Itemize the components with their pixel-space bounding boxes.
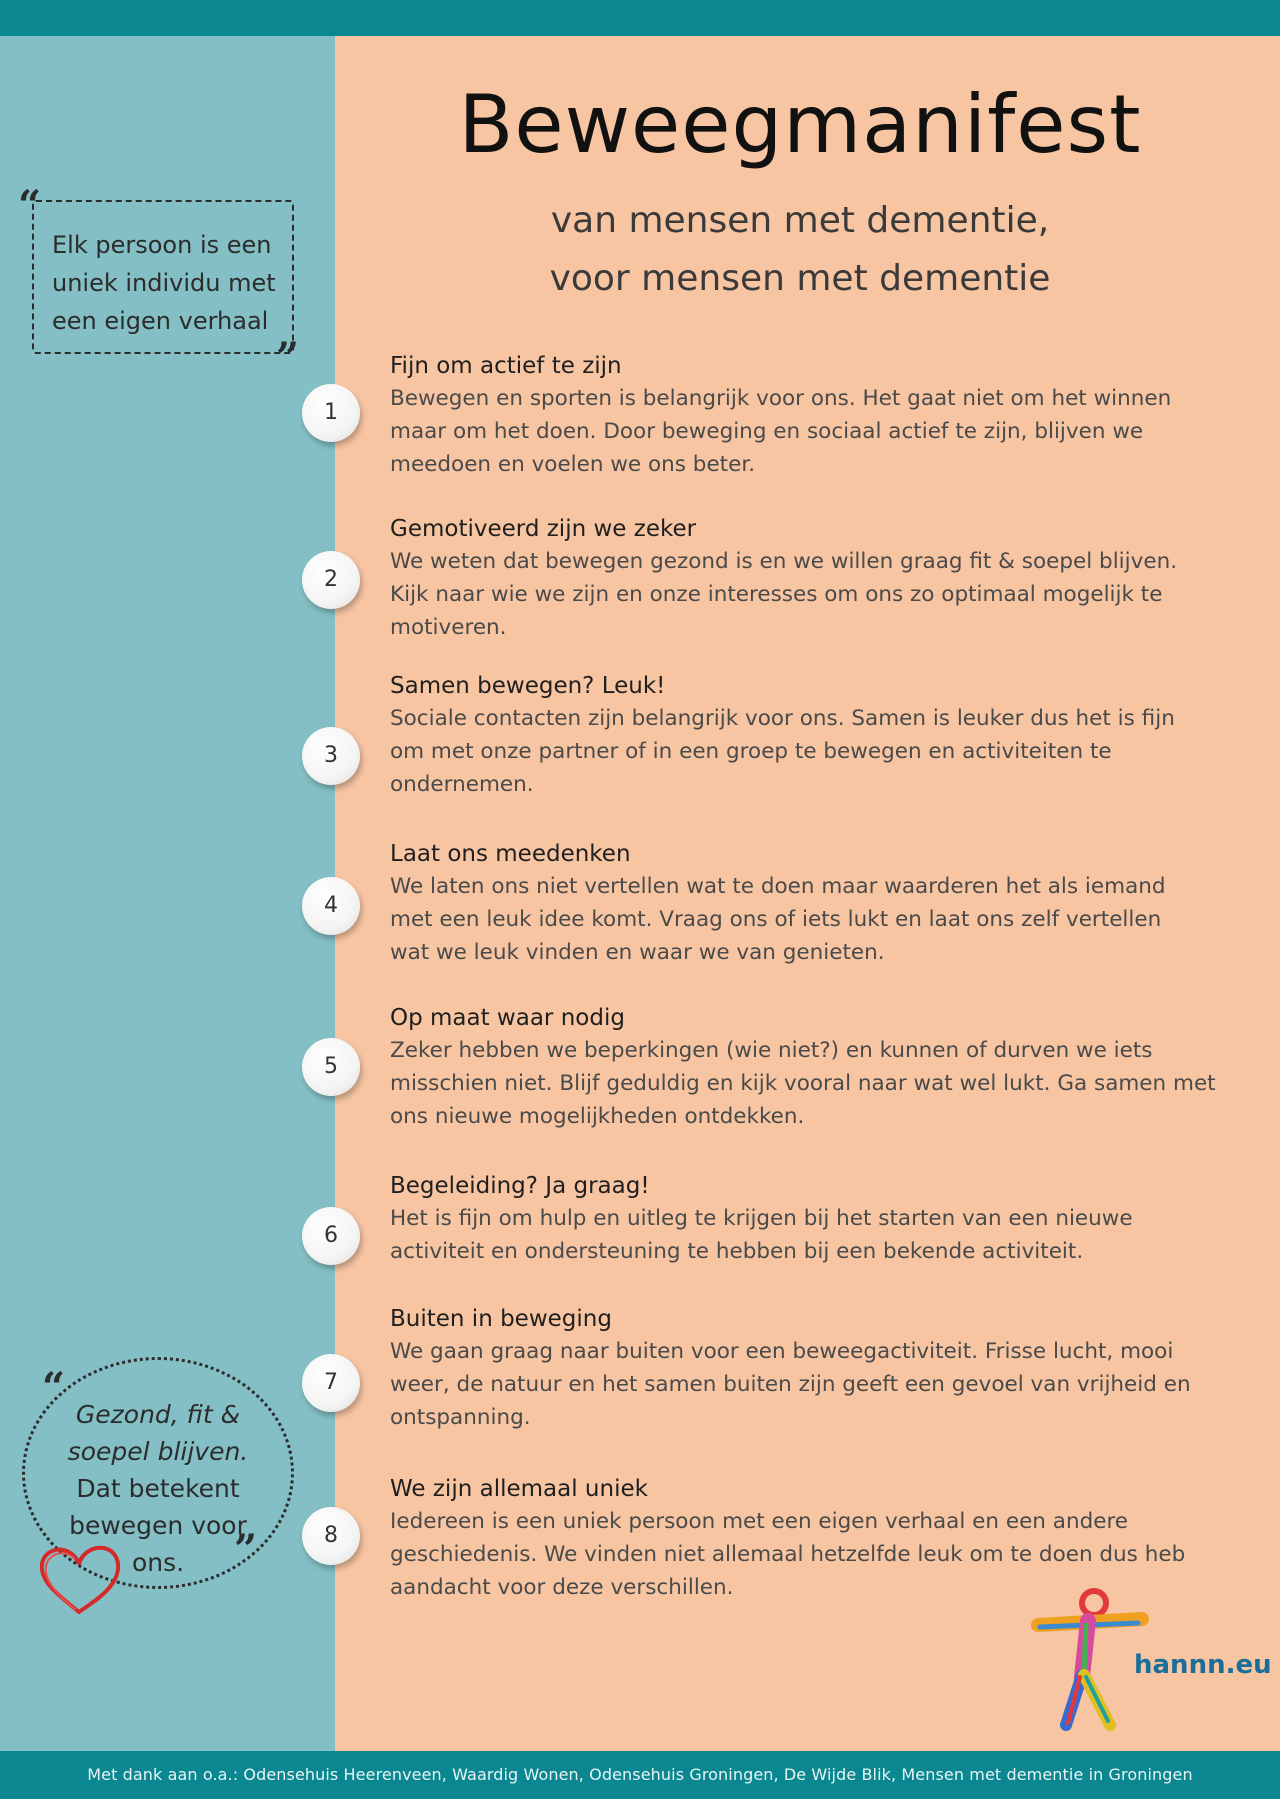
open-quote-icon: “ — [18, 182, 42, 229]
item-heading: Fijn om actief te zijn — [390, 353, 622, 379]
page-subtitle — [440, 192, 1160, 308]
item-body — [390, 870, 1250, 969]
item-body — [390, 1202, 1250, 1268]
number-badge: 2 — [302, 551, 360, 609]
logo-text: hannn.eu — [1134, 1650, 1272, 1680]
item-body-line: wat we leuk vinden en waar we van genieten. — [390, 940, 885, 965]
item-body-line: ons nieuwe mogelijkheden ontdekken. — [390, 1104, 805, 1129]
manifesto-item — [324, 1002, 1250, 1133]
colorful-person-icon — [1030, 1585, 1150, 1735]
subtitle-line-2: voor mensen met dementie — [549, 258, 1051, 299]
top-bar — [0, 0, 1280, 36]
item-body-line: We weten dat bewegen gezond is en we willen graag fit & soepel blijven. — [390, 549, 1178, 574]
manifesto-item — [324, 1303, 1250, 1434]
item-body — [390, 382, 1250, 481]
item-body-line: Kijk naar wie we zijn en onze interesses om ons zo optimaal mogelijk te — [390, 582, 1163, 607]
quote-top-line-2: uniek individu met — [52, 269, 276, 297]
item-heading: We zijn allemaal uniek — [390, 1476, 648, 1502]
item-body-line: maar om het doen. Door beweging en sociaal actief te zijn, blijven we — [390, 419, 1144, 444]
quote-bottom-line-5: ons. — [131, 1548, 185, 1577]
item-body-line: om met onze partner of in een groep te bewegen en activiteiten te — [390, 739, 1112, 764]
manifesto-item — [324, 1170, 1250, 1268]
item-body — [390, 702, 1250, 801]
page-title: Beweegmanifest — [458, 78, 1142, 171]
number-badge: 8 — [302, 1507, 360, 1565]
item-body-line: Bewegen en sporten is belangrijk voor ons. Het gaat niet om het winnen — [390, 386, 1172, 411]
manifesto-item — [324, 513, 1250, 644]
quote-top-text — [52, 226, 282, 340]
item-heading: Op maat waar nodig — [390, 1005, 625, 1031]
subtitle-line-1: van mensen met dementie, — [550, 200, 1050, 241]
quote-bottom-line-3: Dat betekent — [76, 1474, 240, 1503]
manifesto-item — [324, 838, 1250, 969]
quote-bottom-line-1: Gezond, fit & — [75, 1400, 241, 1429]
number-badge: 3 — [302, 727, 360, 785]
number-badge: 4 — [302, 877, 360, 935]
item-body-line: Zeker hebben we beperkingen (wie niet?) en kunnen of durven we iets — [390, 1038, 1153, 1063]
close-quote-icon: ” — [276, 334, 300, 381]
item-body-line: Het is fijn om hulp en uitleg te krijgen bij het starten van een nieuwe — [390, 1206, 1133, 1231]
item-heading: Samen bewegen? Leuk! — [390, 673, 666, 699]
close-quote-icon: ” — [234, 1526, 258, 1573]
item-body-line: ontspanning. — [390, 1405, 531, 1430]
item-heading: Laat ons meedenken — [390, 841, 631, 867]
item-body-line: weer, de natuur en het samen buiten zijn geeft een gevoel van vrijheid en — [390, 1372, 1191, 1397]
item-body-line: met een leuk idee komt. Vraag ons of iets lukt en laat ons zelf vertellen — [390, 907, 1162, 932]
item-body — [390, 1335, 1250, 1434]
item-body-line: motiveren. — [390, 615, 507, 640]
manifesto-item — [324, 350, 1250, 481]
quote-bottom-line-2: soepel blijven. — [67, 1437, 249, 1466]
item-body-line: activiteit en ondersteuning te hebben bij een bekende activiteit. — [390, 1239, 1084, 1264]
number-badge: 6 — [302, 1207, 360, 1265]
item-body-line: We laten ons niet vertellen wat te doen maar waarderen het als iemand — [390, 874, 1166, 899]
item-body — [390, 545, 1250, 644]
number-badge: 1 — [302, 384, 360, 442]
number-badge: 7 — [302, 1354, 360, 1412]
quote-top-line-1: Elk persoon is een — [52, 231, 272, 259]
item-body-line: aandacht voor deze verschillen. — [390, 1575, 734, 1600]
item-body-line: geschiedenis. We vinden niet allemaal hetzelfde leuk om te doen dus heb — [390, 1542, 1186, 1567]
item-body-line: Sociale contacten zijn belangrijk voor ons. Samen is leuker dus het is fijn — [390, 706, 1175, 731]
quote-top-line-3: een eigen verhaal — [52, 307, 269, 335]
item-body-line: We gaan graag naar buiten voor een beweegactiviteit. Frisse lucht, mooi — [390, 1339, 1174, 1364]
manifesto-item — [324, 670, 1250, 801]
number-badge: 5 — [302, 1038, 360, 1096]
item-body-line: misschien niet. Blijf geduldig en kijk vooral naar wat wel lukt. Ga samen met — [390, 1071, 1216, 1096]
quote-bottom-line-4: bewegen voor — [69, 1511, 247, 1540]
quote-box-top — [32, 200, 294, 354]
item-heading: Gemotiveerd zijn we zeker — [390, 516, 697, 542]
item-body-line: ondernemen. — [390, 772, 534, 797]
footer-credits: Met dank aan o.a.: Odensehuis Heerenveen, Waardig Wonen, Odensehuis Groningen, De Wijde Blik, Mensen met dementie in Groningen — [0, 1751, 1280, 1799]
open-quote-icon: “ — [42, 1364, 66, 1411]
item-body-line: Iedereen is een uniek persoon met een eigen verhaal en een andere — [390, 1509, 1129, 1534]
item-body-line: meedoen en voelen we ons beter. — [390, 452, 756, 477]
item-heading: Begeleiding? Ja graag! — [390, 1173, 650, 1199]
item-body — [390, 1034, 1250, 1133]
heart-icon — [34, 1540, 124, 1620]
item-heading: Buiten in beweging — [390, 1306, 612, 1332]
